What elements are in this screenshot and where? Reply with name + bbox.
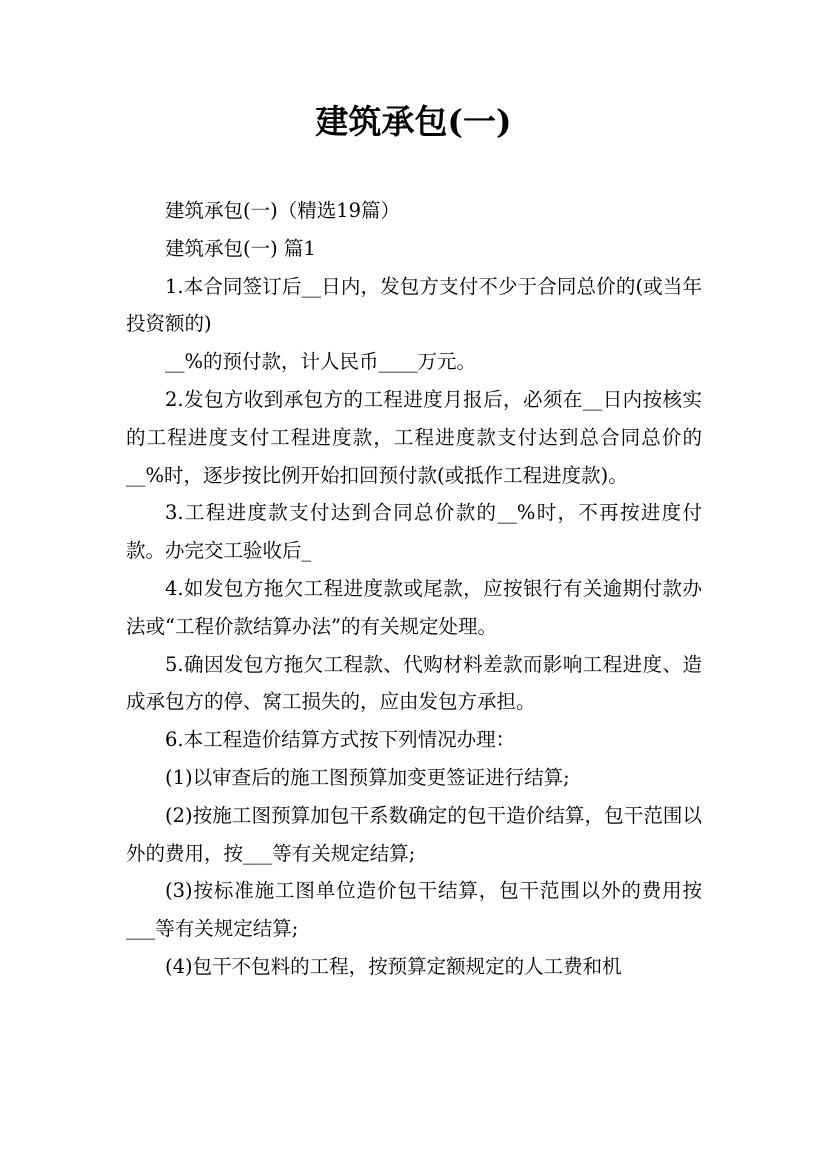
paragraph-item-1: (1)以审查后的施工图预算加变更签证进行结算; — [165, 765, 570, 789]
paragraph-item-3: (3)按标准施工图单位造价包干结算，包干范围以外的费用按___等有关规定结算; — [126, 879, 702, 941]
paragraph-clause-3: 3.工程进度款支付达到合同总价款的__%时，不再按进度付款。办完交工验收后_ — [126, 501, 702, 563]
paragraph-clause-1-cont: __%的预付款，计人民币____万元。 — [165, 350, 477, 374]
paragraph-clause-5: 5.确因发包方拖欠工程款、代购材料差款而影响工程进度、造成承包方的停、窝工损失的，应由发包方承担。 — [126, 652, 702, 714]
paragraph-subtitle: 建筑承包(一)（精选19篇） — [165, 199, 401, 222]
paragraph-section-heading: 建筑承包(一) 篇1 — [165, 236, 316, 260]
paragraph-clause-2: 2.发包方收到承包方的工程进度月报后，必须在__日内按核实的工程进度支付工程进度款，工程进度款支付达到总合同总价的__%时，逐步按比例开始扣回预付款(或抵作工程进度款)。 — [126, 387, 702, 487]
paragraph-item-2: (2)按施工图预算加包干系数确定的包干造价结算，包干范围以外的费用，按___等有关规定结算; — [126, 803, 702, 865]
paragraph-clause-6: 6.本工程造价结算方式按下列情况办理： — [165, 728, 516, 752]
document-title: 建筑承包(一) — [315, 102, 512, 141]
paragraph-clause-4: 4.如发包方拖欠工程进度款或尾款，应按银行有关逾期付款办法或“工程价款结算办法”的有关规定处理。 — [126, 576, 702, 638]
paragraph-clause-1: 1.本合同签订后__日内，发包方支付不少于合同总价的(或当年投资额的) — [126, 274, 702, 336]
paragraph-item-4: (4)包干不包料的工程，按预算定额规定的人工费和机 — [165, 954, 622, 978]
document-body — [126, 192, 702, 986]
